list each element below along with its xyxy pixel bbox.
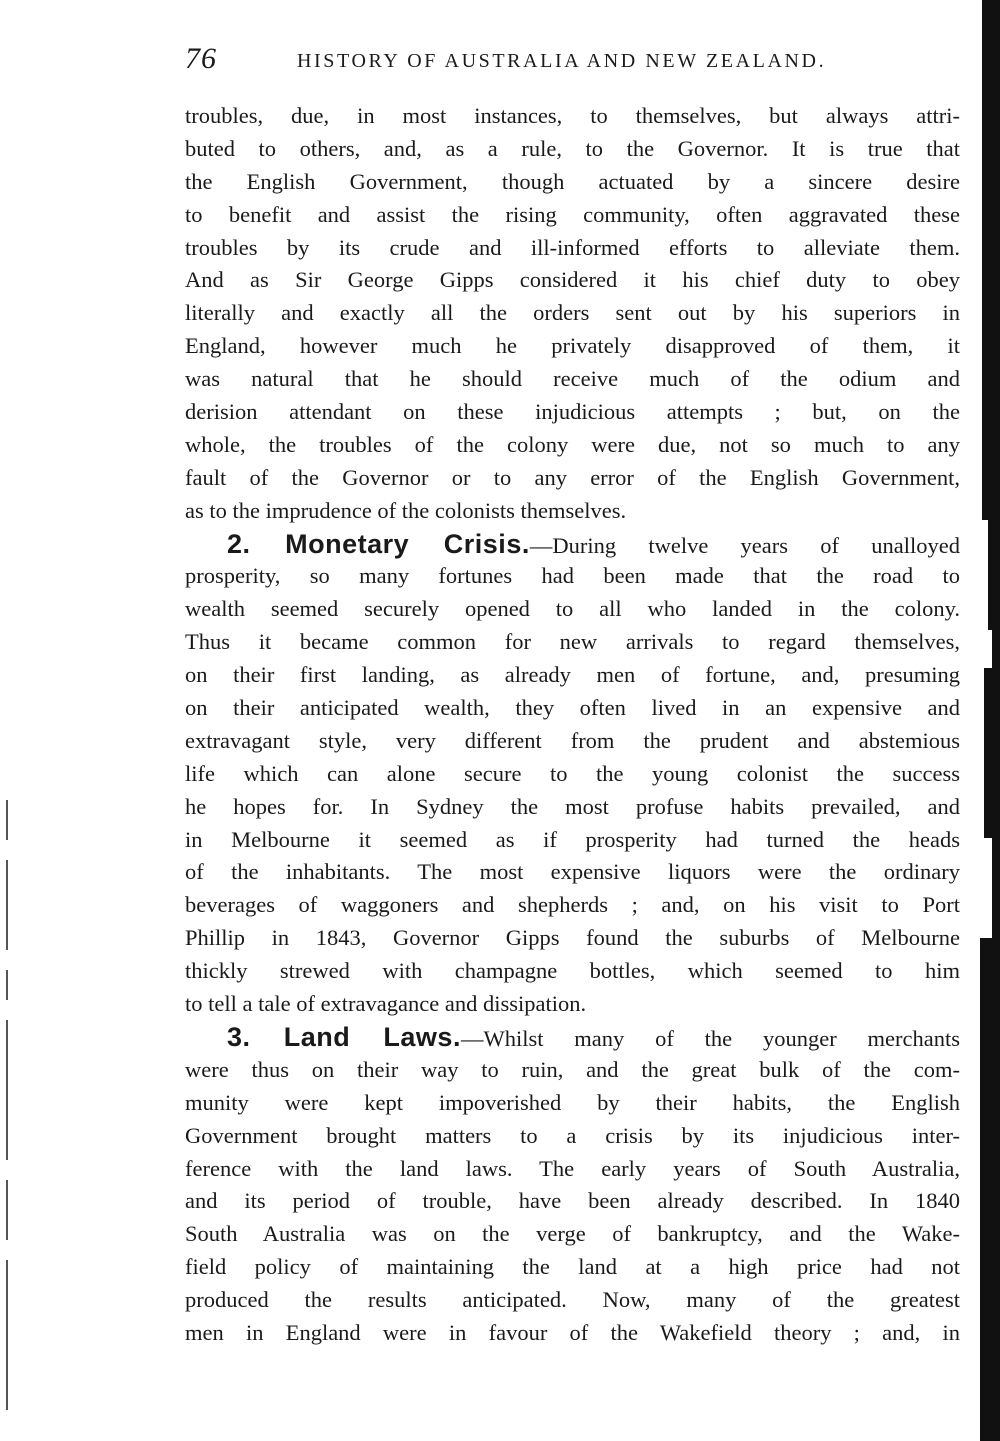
page-number: 76 xyxy=(185,42,217,75)
line-text: of the inhabitants. The most expensive liquors were the ordinary xyxy=(185,859,960,885)
line-text: thickly strewed with champagne bottles, which seemed to him xyxy=(185,958,960,984)
line-text: And as Sir George Gipps considered it his chief duty to obey xyxy=(185,267,960,293)
line-text: to benefit and assist the rising community, often aggravated these xyxy=(185,201,960,227)
section-first-line xyxy=(185,528,960,561)
text-line xyxy=(185,396,960,429)
scan-dust-marks xyxy=(6,800,10,1420)
text-line xyxy=(185,593,960,626)
text-line xyxy=(185,1120,960,1153)
line-text: life which can alone secure to the young colonist the success xyxy=(185,760,960,786)
text-line xyxy=(185,264,960,297)
text-line xyxy=(185,889,960,922)
line-text: Government brought matters to a crisis by its injudicious inter- xyxy=(185,1122,960,1148)
line-text: beverages of waggoners and shepherds ; and, on his visit to Port xyxy=(185,892,960,918)
text-line xyxy=(185,495,960,528)
line-text: literally and exactly all the orders sent out by his superiors in xyxy=(185,300,960,326)
line-text: troubles, due, in most instances, to themselves, but always attri- xyxy=(185,103,960,128)
line-text: produced the results anticipated. Now, many of the greatest xyxy=(185,1287,960,1313)
text-line xyxy=(185,758,960,791)
line-text: men in England were in favour of the Wakefield theory ; and, in xyxy=(185,1319,960,1345)
text-line xyxy=(185,100,960,133)
line-text: —During twelve years of unalloyed xyxy=(529,532,960,558)
line-text: on their anticipated wealth, they often lived in an expensive and xyxy=(185,695,960,721)
text-line xyxy=(185,429,960,462)
line-text: extravagant style, very different from the prudent and abstemious xyxy=(185,727,960,753)
section-first-line xyxy=(185,1021,960,1054)
text-line xyxy=(185,626,960,659)
text-line xyxy=(185,1087,960,1120)
text-line xyxy=(185,363,960,396)
text-line xyxy=(185,1185,960,1218)
text-line xyxy=(185,1153,960,1186)
line-text: whole, the troubles of the colony were due, not so much to any xyxy=(185,431,960,457)
text-line xyxy=(185,462,960,495)
line-text: wealth seemed securely opened to all who landed in the colony. xyxy=(185,596,960,622)
line-text: as to the imprudence of the colonists themselves. xyxy=(185,497,627,523)
line-text: on their first landing, as already men of fortune, and, presuming xyxy=(185,662,960,688)
line-text: buted to others, and, as a rule, to the Governor. It is true that xyxy=(185,135,960,161)
line-text: the English Government, though actuated by a sincere desire xyxy=(185,168,960,194)
text-line xyxy=(185,1054,960,1087)
line-text: ference with the land laws. The early years of South Australia, xyxy=(185,1155,960,1181)
text-line xyxy=(185,692,960,725)
line-text: prosperity, so many fortunes had been made that the road to xyxy=(185,563,960,589)
text-line xyxy=(185,659,960,692)
line-text: munity were kept impoverished by their habits, the English xyxy=(185,1089,960,1115)
text-line xyxy=(185,725,960,758)
text-line xyxy=(185,791,960,824)
line-text: fault of the Governor or to any error of the English Government, xyxy=(185,464,960,490)
line-text: and its period of trouble, have been already described. In 1840 xyxy=(185,1188,960,1214)
line-text: South Australia was on the verge of bankruptcy, and the Wake- xyxy=(185,1221,960,1247)
line-text: Phillip in 1843, Governor Gipps found the suburbs of Melbourne xyxy=(185,925,960,951)
line-text: was natural that he should receive much of the odium and xyxy=(185,366,960,392)
running-head xyxy=(185,40,865,84)
text-line xyxy=(185,133,960,166)
section-heading: 3. Land Laws. xyxy=(227,1021,461,1052)
body-text xyxy=(185,100,960,1350)
line-text: Thus it became common for new arrivals to regard themselves, xyxy=(185,629,960,655)
line-text: in Melbourne it seemed as if prosperity had turned the heads xyxy=(185,826,960,852)
line-text: field policy of maintaining the land at a high price had not xyxy=(185,1254,960,1280)
text-line xyxy=(185,297,960,330)
text-line xyxy=(185,166,960,199)
line-text: to tell a tale of extravagance and dissipation. xyxy=(185,991,587,1017)
text-line xyxy=(185,1251,960,1284)
text-line xyxy=(185,232,960,265)
text-line xyxy=(185,1218,960,1251)
line-text: troubles by its crude and ill-informed efforts to alleviate them. xyxy=(185,234,960,260)
text-line xyxy=(185,1317,960,1350)
line-text: were thus on their way to ruin, and the great bulk of the com- xyxy=(185,1056,960,1082)
scan-edge-shadow xyxy=(978,0,1000,1441)
text-line xyxy=(185,955,960,988)
line-text: derision attendant on these injudicious attempts ; but, on the xyxy=(185,399,960,425)
line-text: England, however much he privately disapproved of them, it xyxy=(185,333,960,359)
line-text: —Whilst many of the younger merchants xyxy=(460,1025,960,1051)
running-title: HISTORY OF AUSTRALIA AND NEW ZEALAND. xyxy=(297,50,827,72)
text-line xyxy=(185,199,960,232)
text-line xyxy=(185,1284,960,1317)
text-line xyxy=(185,560,960,593)
text-line xyxy=(185,824,960,857)
section-heading: 2. Monetary Crisis. xyxy=(227,528,530,559)
line-text: he hopes for. In Sydney the most profuse habits prevailed, and xyxy=(185,793,960,819)
text-line xyxy=(185,856,960,889)
text-line xyxy=(185,330,960,363)
text-line xyxy=(185,988,960,1021)
text-line xyxy=(185,922,960,955)
